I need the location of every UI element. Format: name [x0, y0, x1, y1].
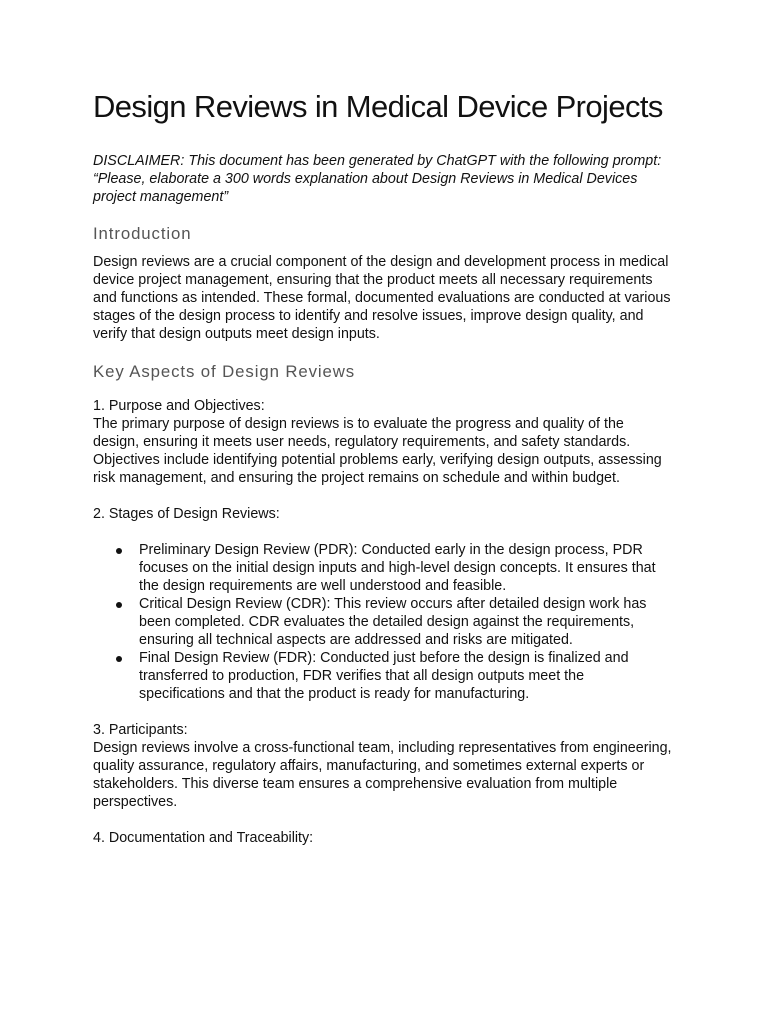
spacer: [93, 811, 673, 829]
list-item: [93, 541, 673, 595]
list-item-text: Preliminary Design Review (PDR): Conducted early in the design process, PDR focuses on the initial design inputs and high-level design concepts. It ensures that the design requirements are well understood and feasible.: [139, 542, 656, 594]
participants-body: Design reviews involve a cross-functional team, including representatives from engineering, quality assurance, regulatory affairs, manufacturing, and sometimes external experts or stakeholders. This diverse team ensures a comprehensive evaluation from multiple perspectives.: [93, 740, 672, 810]
introduction-heading: Introduction: [93, 224, 192, 243]
spacer: [93, 487, 673, 505]
bullet-icon: [116, 548, 122, 554]
purpose-label: 1. Purpose and Objectives:: [93, 398, 265, 414]
spacer: [93, 703, 673, 721]
list-item-text: Critical Design Review (CDR): This review occurs after detailed design work has been completed. CDR evaluates the detailed design against the requirements, ensuring all technical aspects are addressed and risks are mitigated.: [139, 596, 647, 648]
purpose-body: The primary purpose of design reviews is to evaluate the progress and quality of the design, ensuring it meets user needs, regulatory requirements, and safety standards. Objectives include identifying potential problems early, verifying design outputs, assessing risk management, and ensuring the project remains on schedule and within budget.: [93, 416, 662, 486]
list-item-text: Final Design Review (FDR): Conducted just before the design is finalized and transferred to production, FDR verifies that all design outputs meet the specifications and that the product is ready for manufacturing.: [139, 650, 629, 702]
disclaimer: DISCLAIMER: This document has been generated by ChatGPT with the following prompt: “Please, elaborate a 300 words explanation about Design Reviews in Medical Devices project management”: [93, 153, 662, 205]
list-item: [93, 595, 673, 649]
bullet-icon: [116, 602, 122, 608]
introduction-body: Design reviews are a crucial component of the design and development process in medical device project management, ensuring that the product meets all necessary requirements and functions as intended. These formal, documented evaluations are conducted at various stages of the design process to identify and resolve issues, improve design quality, and verify that design outputs meet design inputs.: [93, 254, 671, 342]
stages-list: [93, 541, 673, 703]
stages-label: 2. Stages of Design Reviews:: [93, 506, 280, 522]
list-item: [93, 649, 673, 703]
page-title: Design Reviews in Medical Device Projects: [93, 89, 663, 124]
key-aspects-heading: Key Aspects of Design Reviews: [93, 362, 356, 381]
bullet-icon: [116, 656, 122, 662]
spacer: [93, 523, 673, 541]
document-page: [93, 86, 673, 847]
participants-label: 3. Participants:: [93, 722, 188, 738]
documentation-label: 4. Documentation and Traceability:: [93, 830, 314, 846]
